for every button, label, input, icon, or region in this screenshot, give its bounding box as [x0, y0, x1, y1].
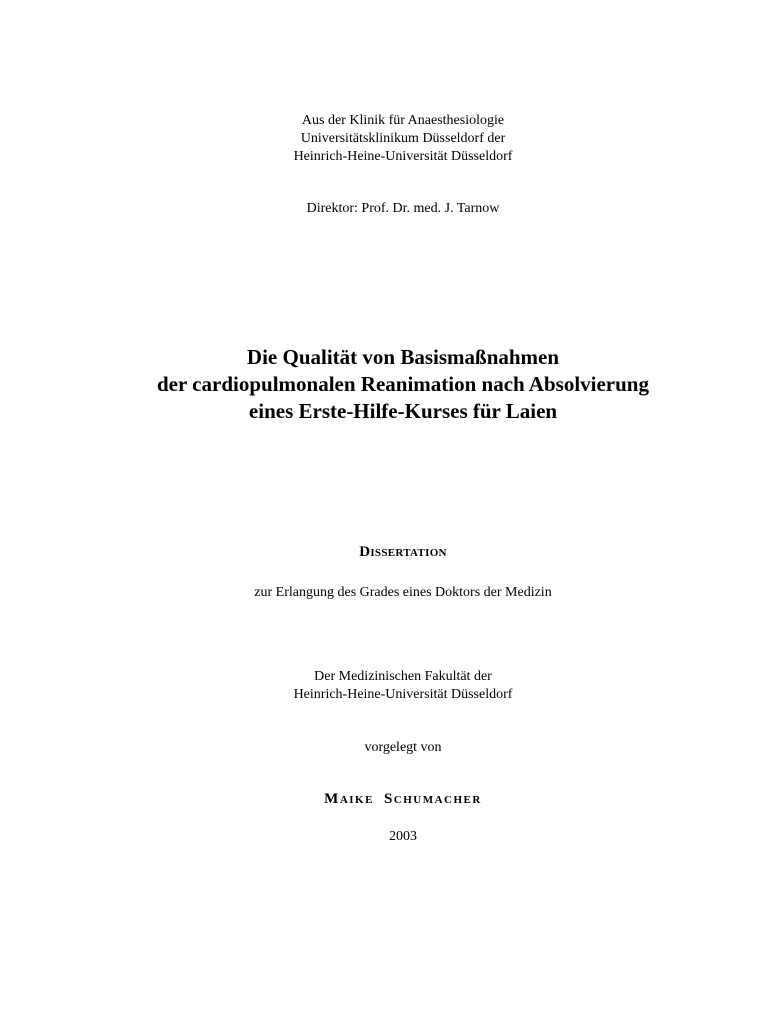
degree-purpose: zur Erlangung des Grades eines Doktors der Medizin [254, 585, 552, 600]
faculty-line-1: Der Medizinischen Fakultät der [314, 669, 492, 684]
faculty-line-2: Heinrich-Heine-Universität Düsseldorf [293, 687, 513, 702]
dissertation-heading [0, 544, 770, 561]
director-line: Direktor: Prof. Dr. med. J. Tarnow [306, 201, 500, 216]
hospital-line: Universitätsklinikum Düsseldorf der [300, 131, 506, 146]
author-name [0, 791, 770, 808]
author-first-initial: M [324, 791, 340, 807]
thesis-title-line-3: eines Erste-Hilfe-Kurses für Laien [248, 399, 558, 423]
dissertation-heading-rest: ISSERTATION [370, 547, 447, 559]
thesis-title-line-2: der cardiopulmonalen Reanimation nach Absolvierung [156, 372, 649, 396]
clinic-line: Aus der Klinik für Anaesthesiologie [301, 113, 505, 128]
author-last-initial: S [383, 791, 394, 807]
submitted-by: vorgelegt von [364, 740, 442, 755]
author-last-rest: CHUMACHER [393, 794, 482, 806]
thesis-title-line-1: Die Qualität von Basismaßnahmen [246, 345, 560, 369]
author-first-rest: AIKE [339, 794, 374, 806]
dissertation-heading-initial: D [359, 544, 371, 560]
year: 2003 [389, 829, 417, 844]
university-line: Heinrich-Heine-Universität Düsseldorf [293, 149, 513, 164]
